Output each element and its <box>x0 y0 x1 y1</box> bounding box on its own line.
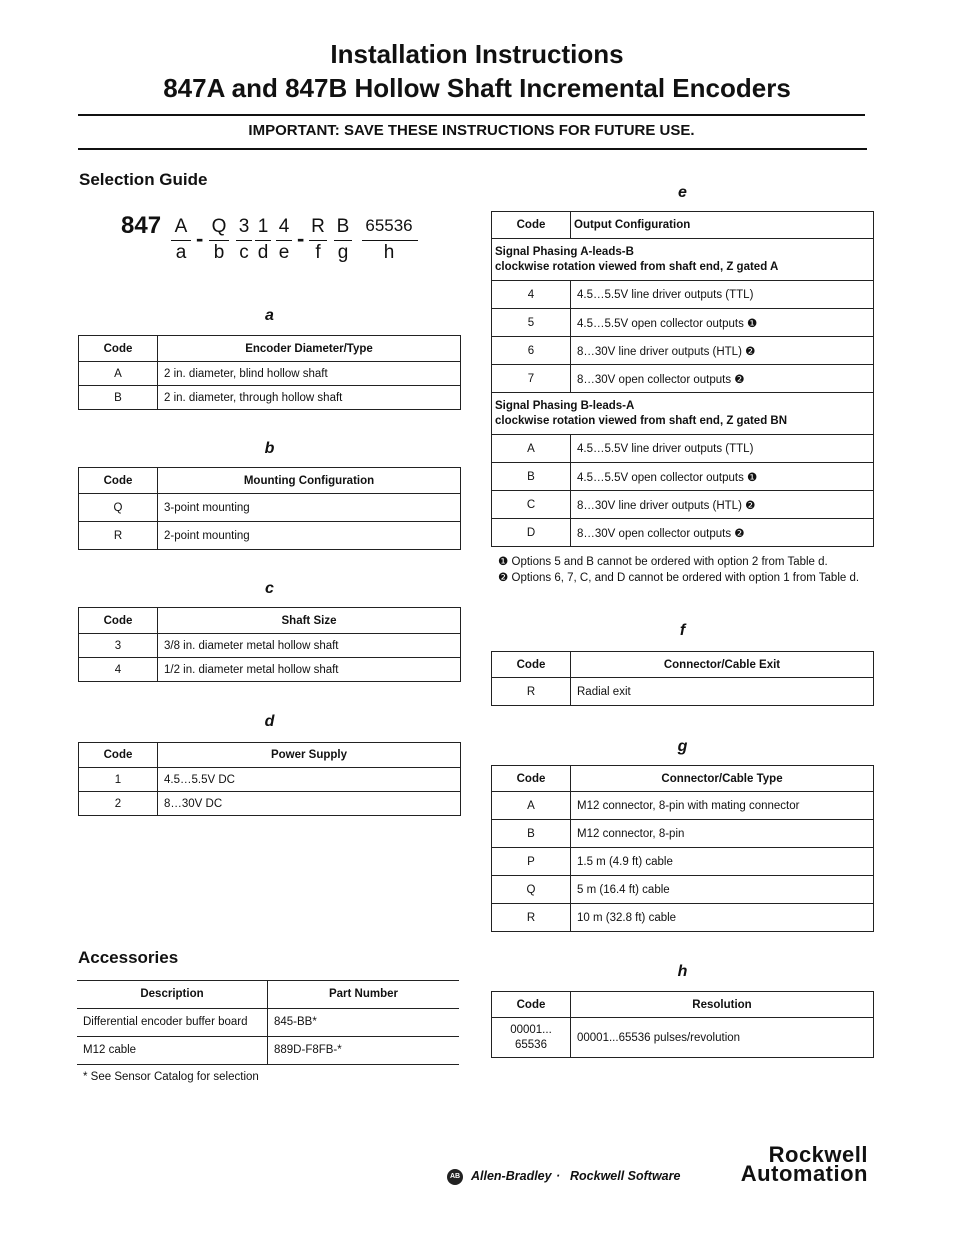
table-h-code-line-2: 65536 <box>515 1038 547 1051</box>
table-h-header-code: Code <box>492 992 571 1018</box>
table-row <box>77 1036 459 1064</box>
table-g-code: R <box>492 904 571 932</box>
accessories-header-desc: Description <box>77 981 268 1008</box>
accessory-part-number: 889D-F8FB-* <box>268 1036 460 1064</box>
table-b-code: Q <box>79 494 158 522</box>
table-row <box>492 309 874 337</box>
table-e-code: D <box>492 519 571 547</box>
table-b-desc: 3-point mounting <box>158 494 461 522</box>
table-row <box>492 519 874 547</box>
accessory-description: M12 cable <box>77 1036 268 1064</box>
table-a-header-desc: Encoder Diameter/Type <box>158 336 461 362</box>
table-g-label: g <box>677 738 688 755</box>
table-e-desc: 4.5…5.5V line driver outputs (TTL) <box>571 281 874 309</box>
table-d <box>78 742 461 816</box>
table-h <box>491 991 874 1058</box>
table-row <box>79 386 461 410</box>
table-g-desc: 1.5 m (4.9 ft) cable <box>571 848 874 876</box>
table-a-desc: 2 in. diameter, through hollow shaft <box>158 386 461 410</box>
table-row <box>492 1018 874 1058</box>
code-dash-1: - <box>196 226 204 251</box>
code-letter-e: e <box>278 242 290 263</box>
table-e-desc: 4.5…5.5V line driver outputs (TTL) <box>571 435 874 463</box>
title-line-1: Installation Instructions <box>330 39 624 69</box>
table-g-desc: 5 m (16.4 ft) cable <box>571 876 874 904</box>
table-e-desc: 4.5…5.5V open collector outputs ❶ <box>571 309 874 337</box>
accessories-heading: Accessories <box>78 948 179 967</box>
code-c-value: 3 <box>238 216 250 237</box>
table-h-code-line-1: 00001... <box>510 1023 552 1036</box>
header-rule-bottom <box>78 148 867 150</box>
table-row <box>79 792 461 816</box>
table-e-code: 4 <box>492 281 571 309</box>
table-f-code: R <box>492 678 571 706</box>
table-d-code: 2 <box>79 792 158 816</box>
table-g-desc: M12 connector, 8-pin <box>571 820 874 848</box>
table-e-desc: 8…30V open collector outputs ❷ <box>571 365 874 393</box>
table-c-header-desc: Shaft Size <box>158 608 461 634</box>
section-2-title: Signal Phasing B-leads-A <box>495 399 635 412</box>
table-row <box>77 1008 459 1036</box>
table-e-code: B <box>492 463 571 491</box>
code-dash-2: - <box>297 226 305 251</box>
table-g-desc: 10 m (32.8 ft) cable <box>571 904 874 932</box>
catalog-prefix: 847 <box>121 212 162 239</box>
table-row <box>492 792 874 820</box>
code-letter-f: f <box>315 242 321 263</box>
code-underline-f <box>309 240 327 241</box>
table-row <box>79 634 461 658</box>
table-row <box>492 337 874 365</box>
important-notice: IMPORTANT: SAVE THESE INSTRUCTIONS FOR FUTURE USE. <box>248 122 695 139</box>
rockwell-automation-logo-line-1: Rockwell <box>768 1142 868 1167</box>
table-b-desc: 2-point mounting <box>158 522 461 550</box>
code-letter-h: h <box>383 242 395 263</box>
table-e-desc: 8…30V open collector outputs ❷ <box>571 519 874 547</box>
table-row <box>492 876 874 904</box>
table-b-header-desc: Mounting Configuration <box>158 468 461 494</box>
table-c-code: 4 <box>79 658 158 682</box>
table-d-label: d <box>264 713 275 730</box>
section-2-subtitle: clockwise rotation viewed from shaft end, Z gated BN <box>495 414 788 427</box>
table-a <box>78 335 461 410</box>
allen-bradley-text: Allen-Bradley <box>471 1169 552 1183</box>
accessories-header-part: Part Number <box>268 981 460 1008</box>
table-e-label: e <box>678 184 687 201</box>
table-f-header-code: Code <box>492 652 571 678</box>
code-underline-c <box>236 240 252 241</box>
table-h-desc: 00001...65536 pulses/revolution <box>571 1018 874 1058</box>
table-row <box>79 494 461 522</box>
table-row <box>492 435 874 463</box>
table-f-label: f <box>679 622 686 639</box>
table-g-code: B <box>492 820 571 848</box>
accessories-table <box>77 981 459 1065</box>
table-b-code: R <box>79 522 158 550</box>
code-underline-d <box>255 240 271 241</box>
table-row <box>79 658 461 682</box>
table-a-label: a <box>265 307 274 324</box>
table-b <box>78 467 461 550</box>
code-letter-a: a <box>175 242 187 263</box>
code-letter-b: b <box>213 242 225 263</box>
rockwell-software-text: Rockwell Software <box>570 1169 681 1183</box>
table-row <box>492 281 874 309</box>
table-c <box>78 607 461 682</box>
table-g-header-code: Code <box>492 766 571 792</box>
code-letter-d: d <box>257 242 269 263</box>
code-a-value: A <box>174 216 188 237</box>
table-row <box>79 362 461 386</box>
table-f <box>491 651 874 706</box>
table-h-code <box>492 1018 571 1058</box>
table-g-code: P <box>492 848 571 876</box>
table-g-code: A <box>492 792 571 820</box>
table-g-desc: M12 connector, 8-pin with mating connector <box>571 792 874 820</box>
table-c-code: 3 <box>79 634 158 658</box>
table-a-desc: 2 in. diameter, blind hollow shaft <box>158 362 461 386</box>
allen-bradley-logo-icon: AB <box>447 1169 463 1185</box>
table-d-code: 1 <box>79 768 158 792</box>
code-letter-c: c <box>239 242 249 263</box>
table-c-desc: 1/2 in. diameter metal hollow shaft <box>158 658 461 682</box>
table-row <box>492 848 874 876</box>
selection-guide-heading: Selection Guide <box>79 170 208 189</box>
table-e-header-desc: Output Configuration <box>571 212 874 239</box>
table-e-code: 5 <box>492 309 571 337</box>
code-underline-b <box>209 240 229 241</box>
table-row <box>492 904 874 932</box>
code-d-value: 1 <box>257 216 269 237</box>
table-row <box>492 365 874 393</box>
table-row <box>492 820 874 848</box>
code-letter-g: g <box>337 242 349 263</box>
table-e-code: 6 <box>492 337 571 365</box>
table-row <box>79 522 461 550</box>
table-e-section-1 <box>492 239 874 281</box>
table-e-footnote-1: ❶ Options 5 and B cannot be ordered with option 2 from Table d. <box>498 556 828 568</box>
table-d-header-desc: Power Supply <box>158 743 461 768</box>
table-g-header-desc: Connector/Cable Type <box>571 766 874 792</box>
code-f-value: R <box>311 216 325 237</box>
table-e-desc: 8…30V line driver outputs (HTL) ❷ <box>571 337 874 365</box>
accessories-footnote: * See Sensor Catalog for selection <box>83 1071 259 1083</box>
table-row <box>79 768 461 792</box>
table-e-footnote-2: ❷ Options 6, 7, C, and D cannot be ordered with option 1 from Table d. <box>498 572 860 584</box>
rockwell-automation-logo-line-2: Automation <box>740 1161 868 1186</box>
code-e-value: 4 <box>278 216 290 237</box>
table-b-label: b <box>264 440 275 457</box>
table-a-code: A <box>79 362 158 386</box>
table-d-desc: 4.5…5.5V DC <box>158 768 461 792</box>
table-e-code: 7 <box>492 365 571 393</box>
table-c-label: c <box>265 580 274 597</box>
table-f-header-desc: Connector/Cable Exit <box>571 652 874 678</box>
section-1-subtitle: clockwise rotation viewed from shaft end, Z gated A <box>495 260 779 273</box>
table-f-desc: Radial exit <box>571 678 874 706</box>
table-row <box>492 678 874 706</box>
accessory-description: Differential encoder buffer board <box>77 1008 268 1036</box>
code-underline-g <box>334 240 352 241</box>
table-h-label: h <box>677 963 688 980</box>
table-a-code: B <box>79 386 158 410</box>
logo-separator: · <box>556 1169 561 1183</box>
code-b-value: Q <box>211 216 227 237</box>
table-e-section-2 <box>492 393 874 435</box>
accessory-part-number: 845-BB* <box>268 1008 460 1036</box>
table-d-header-code: Code <box>79 743 158 768</box>
header-rule-top <box>78 114 865 116</box>
table-e <box>491 211 874 547</box>
table-h-header-desc: Resolution <box>571 992 874 1018</box>
table-e-code: A <box>492 435 571 463</box>
table-b-header-code: Code <box>79 468 158 494</box>
table-row <box>492 491 874 519</box>
section-1-title: Signal Phasing A-leads-B <box>495 245 634 258</box>
table-c-desc: 3/8 in. diameter metal hollow shaft <box>158 634 461 658</box>
table-g-code: Q <box>492 876 571 904</box>
code-underline-a <box>171 240 191 241</box>
table-g <box>491 765 874 932</box>
table-c-header-code: Code <box>79 608 158 634</box>
code-h-value: 65536 <box>365 216 413 235</box>
table-d-desc: 8…30V DC <box>158 792 461 816</box>
table-e-header-code: Code <box>492 212 571 239</box>
code-underline-e <box>276 240 292 241</box>
table-a-header-code: Code <box>79 336 158 362</box>
code-g-value: B <box>336 216 350 237</box>
table-e-desc: 4.5…5.5V open collector outputs ❶ <box>571 463 874 491</box>
title-line-2: 847A and 847B Hollow Shaft Incremental Encoders <box>163 73 791 103</box>
code-underline-h <box>362 240 418 241</box>
table-row <box>492 463 874 491</box>
table-e-code: C <box>492 491 571 519</box>
table-e-desc: 8…30V line driver outputs (HTL) ❷ <box>571 491 874 519</box>
